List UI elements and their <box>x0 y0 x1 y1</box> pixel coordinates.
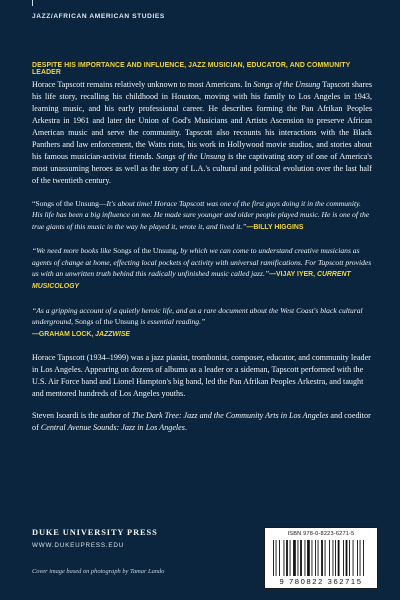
barcode-bar <box>307 540 310 576</box>
barcode-bar <box>284 540 285 576</box>
barcode-icon <box>273 540 369 576</box>
barcode-bar <box>300 540 302 576</box>
endorsement-quote <box>32 305 372 340</box>
editor-bio <box>32 410 372 434</box>
barcode-bar <box>353 540 354 576</box>
quote-text: is essential reading.” <box>138 317 206 327</box>
editor-text: . <box>184 423 187 433</box>
book-title-ref: Songs of the Unsung <box>74 317 139 327</box>
editor-book-title: The Dark Tree: Jazz and the Community Arts in Los Angeles <box>131 411 329 421</box>
back-cover-copy <box>32 62 372 434</box>
quote-author: —VIJAY IYER, <box>269 271 317 279</box>
isbn-label: ISBN 978-0-8223-6271-5 <box>287 531 355 537</box>
quote-attribution <box>32 331 130 338</box>
barcode-bar <box>276 540 277 576</box>
barcode-bar <box>329 540 330 576</box>
quote-attribution: —BILLY HIGGINS <box>246 223 304 231</box>
cover-image-credit: Cover image based on photograph by Tamar Lando <box>32 568 165 575</box>
editor-text: and coeditor of <box>32 411 371 433</box>
book-title-ref: Songs of the Unsung <box>253 80 321 89</box>
book-description <box>32 79 372 187</box>
endorsement-quote <box>32 198 372 233</box>
barcode-bar <box>290 540 291 576</box>
barcode-bar <box>357 540 358 576</box>
barcode-bar <box>363 540 364 576</box>
barcode-bar <box>346 540 348 576</box>
barcode-bar <box>315 540 316 576</box>
lead-headline: DESPITE HIS IMPORTANCE AND INFLUENCE, JAZZ MUSICIAN, EDUCATOR, AND COMMUNITY LEADER <box>32 62 351 76</box>
barcode-bar <box>360 540 361 576</box>
endorsements <box>32 198 372 340</box>
barcode-bar <box>343 540 344 576</box>
quote-lead: “As a gripping account of a quietly heroic life, and as a rare document about the West Coast's black cultural underground, <box>32 305 363 327</box>
barcode-bar <box>318 540 319 576</box>
editor-text: Steven Isoardi is the author of <box>32 411 132 421</box>
quote-lead: “We need more books like <box>32 246 114 256</box>
author-bio: Horace Tapscott (1934–1999) was a jazz pianist, trombonist, composer, educator, and community leader in Los Angeles. Appearing on dozens of albums as a leader or a sideman, Tapscott performed with the U.S. Air Force band and Lionel Hampton's big band, led the Pan Afrikan Peoples Arkestra, and taught and mentored hundreds of Los Angeles youths. <box>32 353 371 399</box>
barcode-bar <box>298 540 299 576</box>
editor-book-title: Central Avenue Sounds: Jazz in Los Angeles <box>40 423 185 433</box>
barcode-bar <box>312 540 313 576</box>
barcode-bar <box>286 540 288 576</box>
quote-author: —GRAHAM LOCK, <box>32 330 96 338</box>
publisher-url[interactable]: WWW.DUKEUPRESS.EDU <box>32 542 125 549</box>
barcode-bar <box>305 540 306 576</box>
description-text: Horace Tapscott remains relatively unknown to most Americans. In <box>32 80 254 89</box>
barcode-bar <box>325 540 326 576</box>
barcode-bar <box>349 540 350 576</box>
book-title-ref: Songs of the Unsung <box>156 152 226 161</box>
publisher-name: DUKE UNIVERSITY PRESS <box>32 528 158 537</box>
barcode-bar <box>335 540 336 576</box>
barcode-bar <box>333 540 334 576</box>
barcode-number: 9 780822 362715 <box>279 577 363 586</box>
quote-text: by which we can come to understand creative musicians as agents of change at home, effecting local pockets of activity with universal ramifications. For Tapscott provides us with an unwritten truth behind this radically unfinished music called jazz.” <box>32 246 372 279</box>
barcode-bar <box>321 540 323 576</box>
description-text: Tapscott shares his life story, recalling his childhood in Houston, moving with his family to Los Angeles in 1943, learning music, and his early professional career. He describes forming the Pan Afrikan Peoples Arkestra in 1961 and later the Union of God's Musicians and Artists Ascension to preserve African American music and serve the community. Tapscott also recounts his interactions with the Black Panthers and law enforcement, the Watts riots, his work in Hollywood movie studios, and stories about his famous musician-activist friends. <box>32 80 373 161</box>
cover-edge-mark <box>32 0 33 6</box>
book-title-ref: Songs of the Unsung, <box>113 246 179 256</box>
quote-lead: “Songs of the Unsung— <box>32 199 107 208</box>
isbn-barcode <box>264 527 378 589</box>
barcode-bar <box>273 540 274 576</box>
barcode-bar <box>279 540 280 576</box>
barcode-bar <box>338 540 340 576</box>
quote-text: It's about time! Horace Tapscott was one of the first guys doing it in the community. His life has been a big influence on me. He made sure younger and older people played music. He is one of the true giants of this music in the way he played it, wrote it, and lived it.” <box>32 199 370 231</box>
quote-publication: JAZZWISE <box>95 330 131 338</box>
description-text: is the captivating story of one of America's most unassuming heroes as well as the story of L.A.'s cultural and political evolution over the last half of the twentieth century. <box>32 152 373 185</box>
barcode-bar <box>293 540 296 576</box>
subject-category: JAZZ/AFRICAN AMERICAN STUDIES <box>32 13 165 20</box>
endorsement-quote <box>32 245 372 293</box>
quote-publication: CURRENT MUSICOLOGY <box>32 271 351 291</box>
